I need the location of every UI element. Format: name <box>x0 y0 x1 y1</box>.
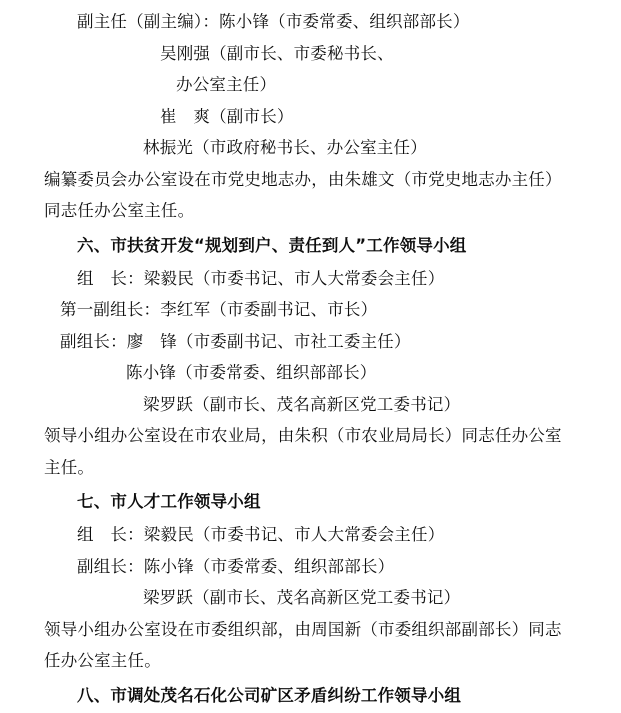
roster-line: 副组长：廖 锋（市委副书记、市社工委主任） <box>60 331 411 351</box>
roster-line: 第一副组长：李红军（市委副书记、市长） <box>60 300 378 319</box>
paragraph: 领导小组办公室设在市农业局，由朱积（市农业局局长）同志任办公室主任。 <box>44 426 562 477</box>
paragraph: 领导小组办公室设在市委组织部，由周国新（市委组织部副部长）同志任办公室主任。 <box>44 619 562 670</box>
roster-line: 副主任（副主编）：陈小锋（市委常委、组织部部长） <box>77 12 470 31</box>
roster-line: 办公室主任） <box>176 75 277 94</box>
document-block-section-six <box>44 229 577 484</box>
document-block-section-seven <box>44 485 577 677</box>
section-heading: 八、市调处茂名石化公司矿区矛盾纠纷工作领导小组 <box>77 685 462 705</box>
roster-line: 林振光（市政府秘书长、办公室主任） <box>143 138 427 157</box>
section-heading: 六、市扶贫开发“规划到户、责任到人”工作领导小组 <box>77 235 467 255</box>
roster-line: 吴刚强（副市长、市委秘书长、 <box>160 43 394 63</box>
roster-line: 梁罗跃（副市长、茂名高新区党工委书记） <box>143 394 461 414</box>
roster-line: 梁罗跃（副市长、茂名高新区党工委书记） <box>143 588 461 607</box>
roster-line: 组 长：梁毅民（市委书记、市人大常委会主任） <box>77 268 445 288</box>
roster-line: 副组长：陈小锋（市委常委、组织部部长） <box>77 556 395 576</box>
document-block-editorial-committee <box>44 6 577 227</box>
roster-line: 组 长：梁毅民（市委书记、市人大常委会主任） <box>77 525 445 544</box>
document-block-section-eight <box>44 679 577 713</box>
roster-line: 陈小锋（市委常委、组织部部长） <box>126 363 377 382</box>
section-heading: 七、市人才工作领导小组 <box>77 492 261 511</box>
paragraph: 编纂委员会办公室设在市党史地志办，由朱雄文（市党史地志办主任）同志任办公室主任。 <box>44 169 562 220</box>
roster-line: 崔 爽（副市长） <box>160 106 294 126</box>
